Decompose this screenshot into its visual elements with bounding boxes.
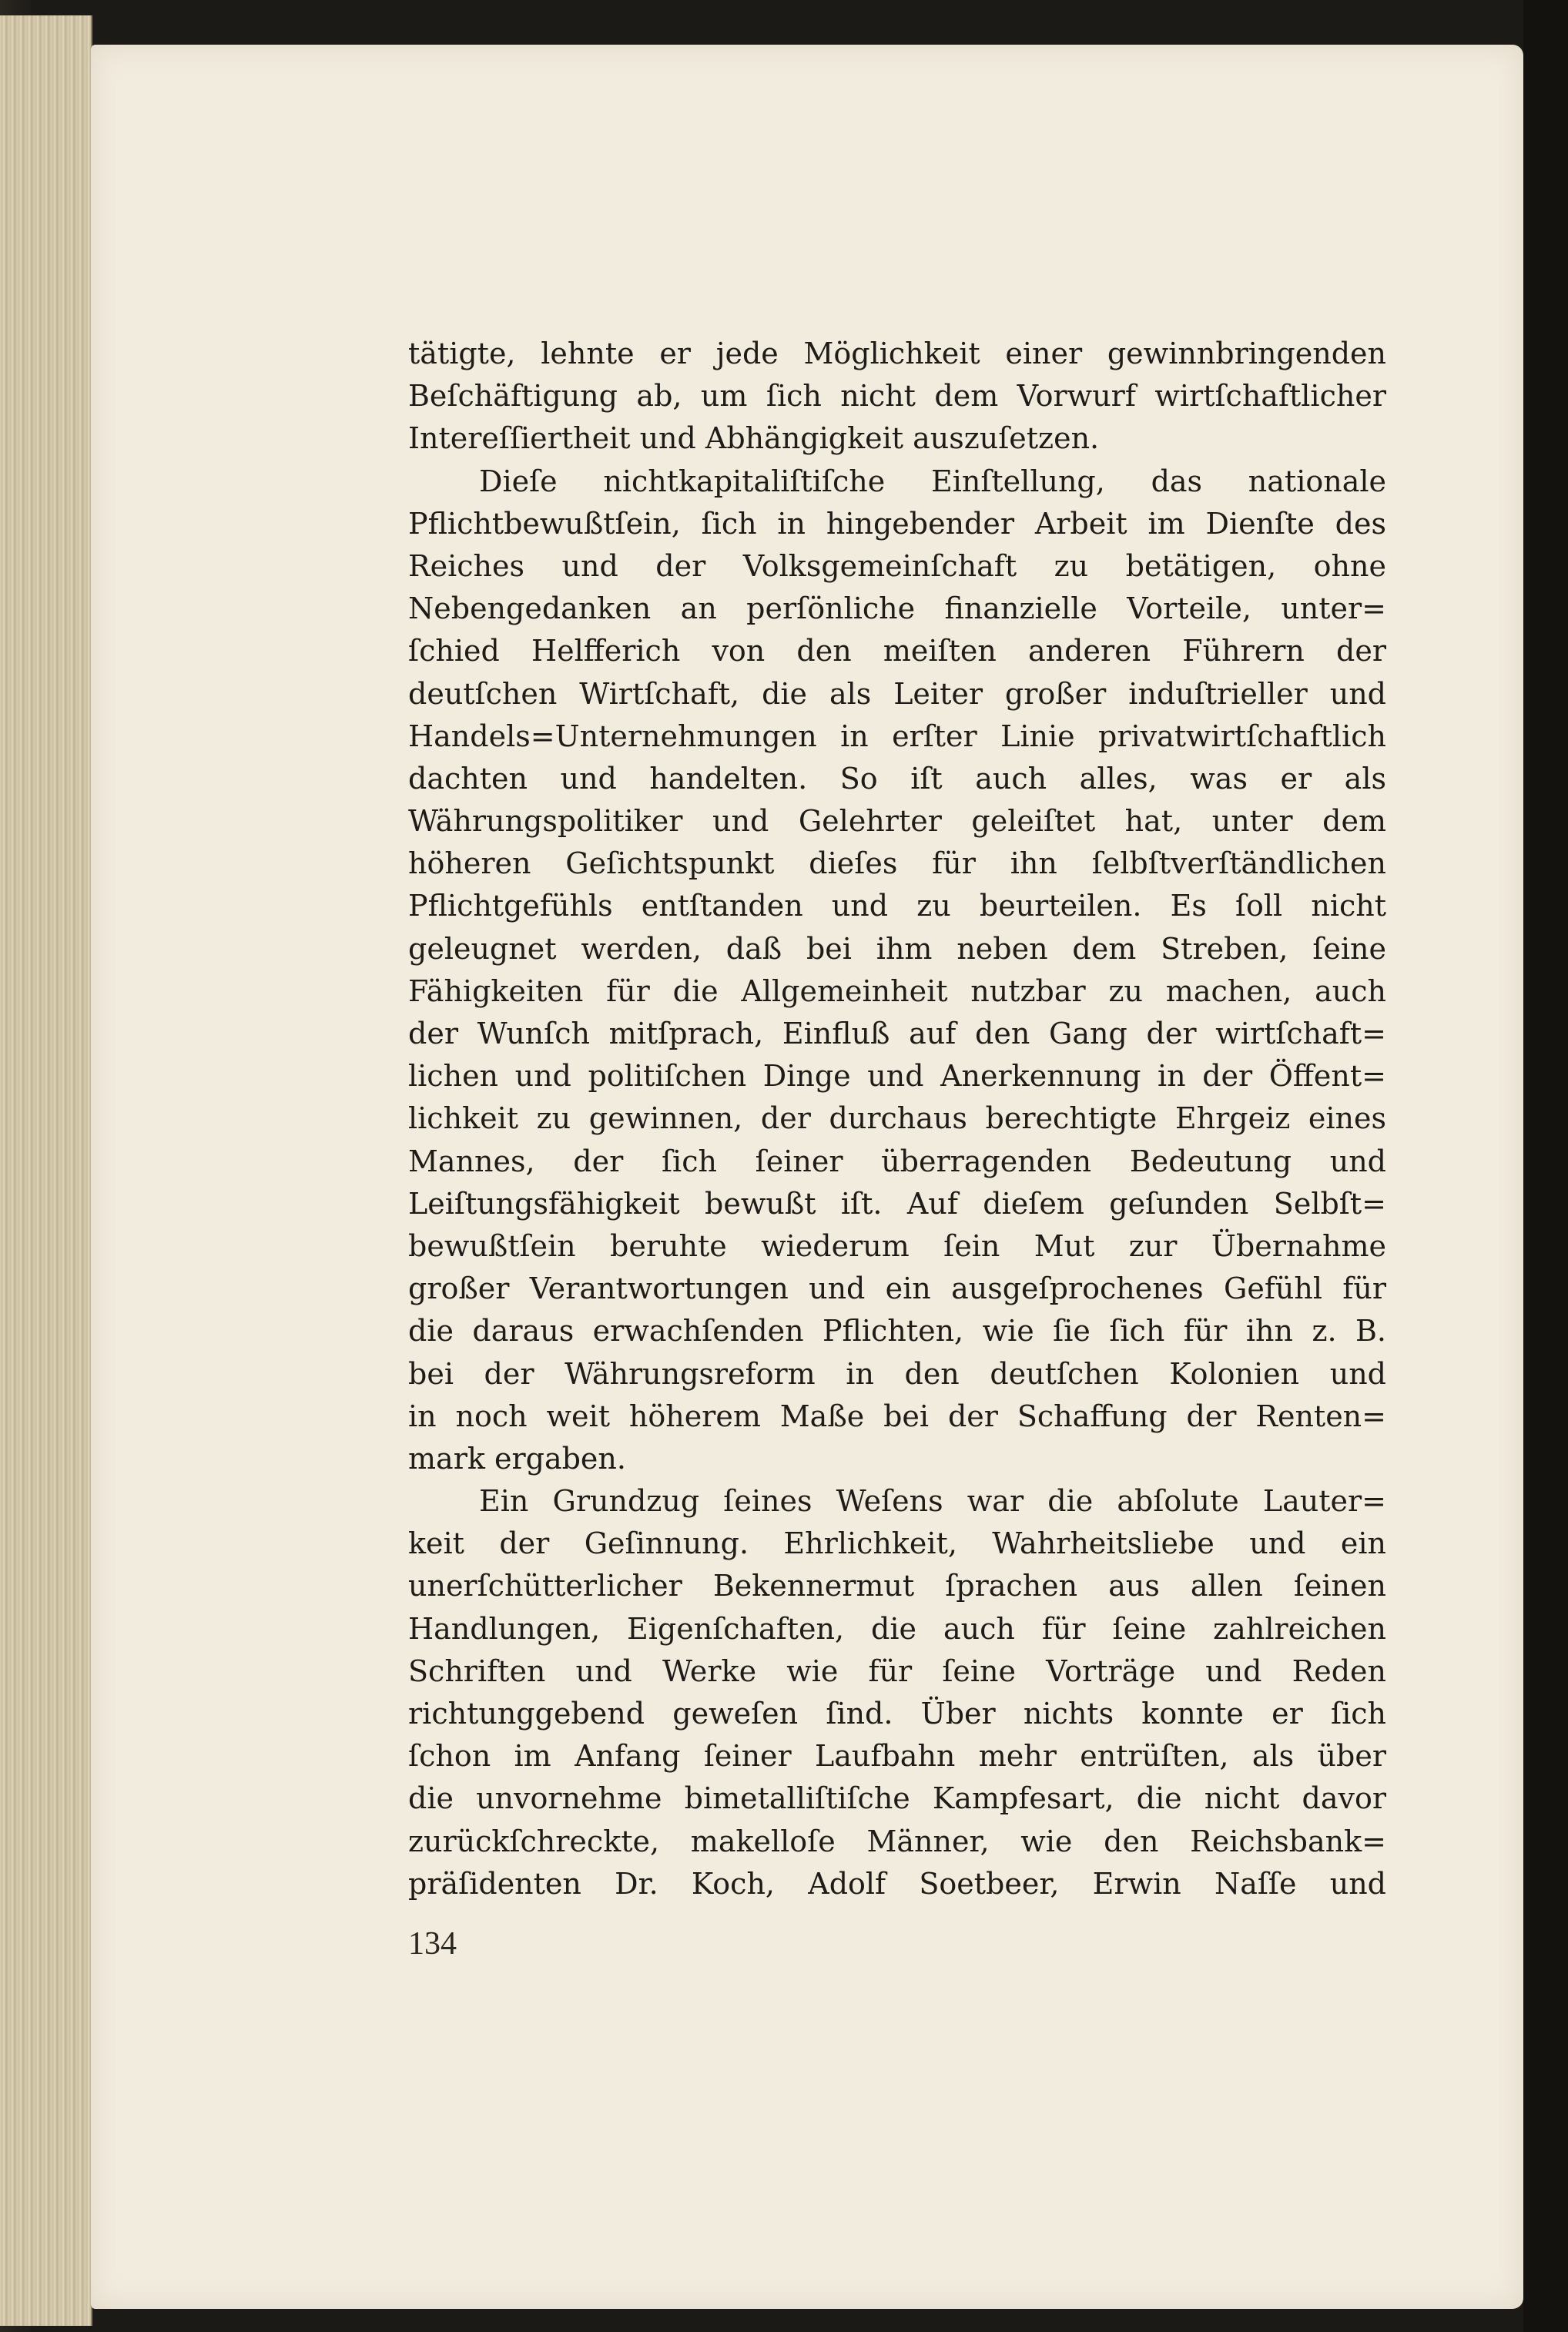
- text-line: richtunggebend geweſen ſind. Über nichts konnte er ſich: [408, 1697, 1386, 1731]
- text-line: unerſchütterlicher Bekennermut ſprachen aus allen ſeinen: [408, 1569, 1386, 1603]
- text-line: deutſchen Wirtſchaft, die als Leiter großer induſtrieller und: [408, 676, 1386, 711]
- scan-background: [1523, 0, 1568, 2332]
- text-line: Ein Grundzug ſeines Weſens war die abſolute Lauter=: [479, 1484, 1386, 1519]
- text-line: präſidenten Dr. Koch, Adolf Soetbeer, Erwin Naſſe und: [408, 1866, 1386, 1901]
- text-line: Fähigkeiten für die Allgemeinheit nutzbar zu machen, auch: [408, 973, 1386, 1008]
- text-line: zurückſchreckte, makelloſe Männer, wie den Reichsbank=: [408, 1824, 1386, 1858]
- text-line: ſchon im Anfang ſeiner Laufbahn mehr entrüſten, als über: [408, 1739, 1386, 1774]
- text-line: lichen und politiſchen Dinge und Anerkennung in der Öffent=: [408, 1059, 1386, 1094]
- text-line: mark ergaben.: [408, 1441, 626, 1476]
- text-line: Nebengedanken an perſönliche finanzielle Vorteile, unter=: [408, 591, 1386, 626]
- text-line: lichkeit zu gewinnen, der durchaus berechtigte Ehrgeiz eines: [408, 1101, 1386, 1136]
- text-line: Pflichtgefühls entſtanden und zu beurteilen. Es ſoll nicht: [408, 889, 1386, 923]
- body-text: [408, 333, 1386, 1905]
- text-line: großer Verantwortungen und ein ausgeſprochenes Gefühl für: [408, 1272, 1386, 1306]
- text-line: Leiſtungsfähigkeit bewußt iſt. Auf dieſem geſunden Selbſt=: [408, 1186, 1386, 1221]
- text-line: Beſchäftigung ab, um ſich nicht dem Vorwurf wirtſchaftlicher: [408, 379, 1386, 414]
- text-line: Intereſſiertheit und Abhängigkeit auszuſetzen.: [408, 421, 1100, 456]
- text-line: ſchied Helfferich von den meiſten anderen Führern der: [408, 634, 1386, 668]
- text-line: keit der Geſinnung. Ehrlichkeit, Wahrheitsliebe und ein: [408, 1526, 1386, 1561]
- text-line: höheren Geſichtspunkt dieſes für ihn ſelbſtverſtändlichen: [408, 846, 1386, 881]
- text-line: die daraus erwachſenden Pflichten, wie ſie ſich für ihn z. B.: [408, 1314, 1386, 1349]
- text-line: die unvornehme bimetalliſtiſche Kampfesart, die nicht davor: [408, 1781, 1386, 1816]
- text-line: tätigte, lehnte er jede Möglichkeit einer gewinnbringenden: [408, 337, 1386, 370]
- text-line: Schriften und Werke wie für ſeine Vorträge und Reden: [408, 1654, 1386, 1688]
- text-line: bei der Währungsreform in den deutſchen Kolonien und: [408, 1356, 1386, 1391]
- text-line: Handlungen, Eigenſchaften, die auch für ſeine zahlreichen: [408, 1611, 1386, 1646]
- page-edge-stack: [0, 15, 92, 2326]
- text-line: bewußtſein beruhte wiederum ſein Mut zur Übernahme: [408, 1228, 1386, 1263]
- text-line: Handels=Unternehmungen in erſter Linie privatwirtſchaftlich: [408, 719, 1386, 753]
- text-line: Währungspolitiker und Gelehrter geleiſtet hat, unter dem: [408, 804, 1386, 839]
- text-line: dachten und handelten. So iſt auch alles, was er als: [408, 761, 1386, 796]
- text-line: Pflichtbewußtſein, ſich in hingebender Arbeit im Dienſte des: [408, 506, 1386, 541]
- text-line: geleugnet werden, daß bei ihm neben dem Streben, ſeine: [408, 931, 1386, 966]
- text-line: der Wunſch mitſprach, Einfluß auf den Gang der wirtſchaft=: [408, 1017, 1386, 1050]
- page-number: 134: [408, 1926, 457, 1962]
- text-line: Reiches und der Volksgemeinſchaft zu betätigen, ohne: [408, 548, 1386, 583]
- text-line: Mannes, der ſich ſeiner überragenden Bedeutung und: [408, 1144, 1386, 1178]
- text-line: Dieſe nichtkapitaliſtiſche Einſtellung, das nationale: [479, 464, 1386, 498]
- text-line: in noch weit höherem Maße bei der Schaffung der Renten=: [408, 1399, 1386, 1433]
